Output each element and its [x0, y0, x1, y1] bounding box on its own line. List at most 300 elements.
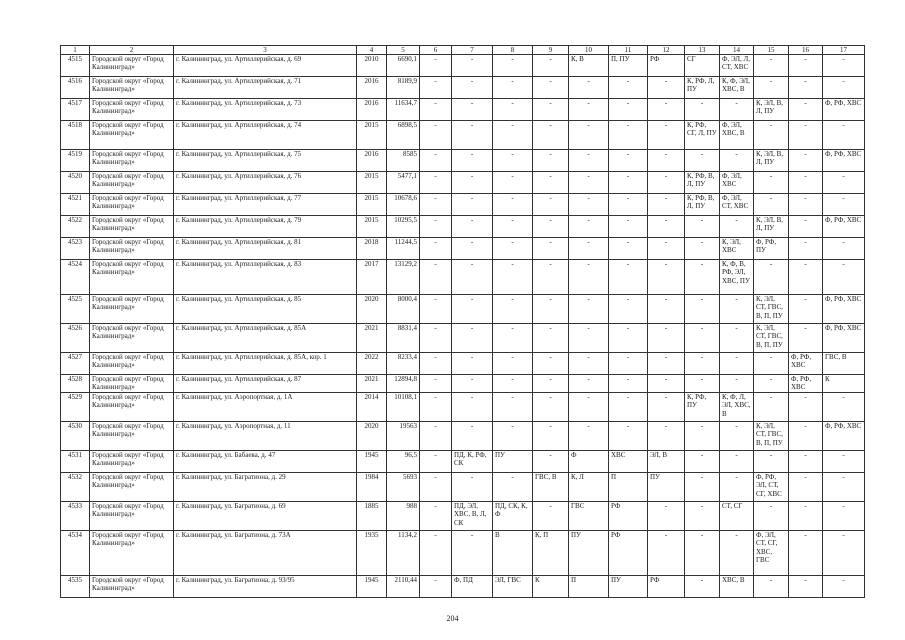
- col-16-cell: -: [789, 99, 823, 121]
- table-row: [61, 99, 865, 121]
- build-year-cell: 1945: [357, 450, 387, 472]
- col-10-cell: К, Л: [569, 472, 609, 501]
- col-14-cell: -: [720, 375, 754, 393]
- table-row: [61, 392, 865, 421]
- col-6-cell: -: [420, 260, 452, 295]
- col-17-cell: -: [823, 238, 865, 260]
- col-11-cell: РФ: [609, 530, 648, 575]
- address-cell: г. Калининград, ул. Артиллерийская, д. 85А: [174, 324, 357, 353]
- col-11-cell: ПУ: [609, 575, 648, 597]
- col-14-cell: Ф, ЭЛ, Л, СТ, ХВС: [720, 55, 754, 77]
- col-10-cell: -: [569, 324, 609, 353]
- col-12-cell: -: [648, 121, 685, 150]
- col-6-cell: -: [420, 121, 452, 150]
- col-14-cell: -: [720, 324, 754, 353]
- col-11-cell: -: [609, 99, 648, 121]
- col-13-cell: -: [685, 472, 720, 501]
- municipality-cell: Городской округ «Город Калининград»: [90, 353, 174, 375]
- col-15-cell: -: [754, 375, 789, 393]
- col-16-cell: -: [789, 472, 823, 501]
- column-number-header: 3: [174, 46, 357, 55]
- build-year-cell: 2016: [357, 150, 387, 172]
- table-row: [61, 172, 865, 194]
- col-16-cell: -: [789, 392, 823, 421]
- row-number-cell: 4528: [61, 375, 90, 393]
- col-6-cell: -: [420, 501, 452, 530]
- col-10-cell: ПУ: [569, 530, 609, 575]
- col-15-cell: -: [754, 353, 789, 375]
- col-16-cell: -: [789, 575, 823, 597]
- col-12-cell: -: [648, 260, 685, 295]
- col-6-cell: -: [420, 55, 452, 77]
- address-cell: г. Калининград, ул. Артиллерийская, д. 83: [174, 260, 357, 295]
- col-12-cell: -: [648, 501, 685, 530]
- address-cell: г. Калининград, ул. Артиллерийская, д. 77: [174, 194, 357, 216]
- col-13-cell: -: [685, 575, 720, 597]
- column-number-header: 2: [90, 46, 174, 55]
- col-13-cell: -: [685, 295, 720, 324]
- col-17-cell: Ф, РФ, ХВС: [823, 216, 865, 238]
- table-row: [61, 150, 865, 172]
- table-row: [61, 450, 865, 472]
- address-cell: г. Калининград, ул. Багратиона, д. 29: [174, 472, 357, 501]
- col-6-cell: -: [420, 172, 452, 194]
- table-row: [61, 55, 865, 77]
- build-year-cell: 2020: [357, 295, 387, 324]
- col-12-cell: -: [648, 530, 685, 575]
- address-cell: г. Калининград, ул. Багратиона, д. 73А: [174, 530, 357, 575]
- col-12-cell: -: [648, 421, 685, 450]
- build-year-cell: 2016: [357, 99, 387, 121]
- col-7-cell: ПД, К, РФ, СК: [452, 450, 493, 472]
- col-16-cell: Ф, РФ, ХВС: [789, 375, 823, 393]
- row-number-cell: 4531: [61, 450, 90, 472]
- col-7-cell: -: [452, 324, 493, 353]
- col-12-cell: -: [648, 99, 685, 121]
- col-17-cell: Ф, РФ, ХВС: [823, 421, 865, 450]
- col-14-cell: К, Ф, В, РФ, ЭЛ, ХВС, ПУ: [720, 260, 754, 295]
- col-6-cell: -: [420, 575, 452, 597]
- col-6-cell: -: [420, 216, 452, 238]
- col-7-cell: -: [452, 530, 493, 575]
- col-14-cell: -: [720, 295, 754, 324]
- col-11-cell: -: [609, 77, 648, 99]
- col-11-cell: -: [609, 353, 648, 375]
- col-17-cell: -: [823, 121, 865, 150]
- col-7-cell: -: [452, 238, 493, 260]
- col-7-cell: -: [452, 392, 493, 421]
- build-year-cell: 1945: [357, 575, 387, 597]
- municipality-cell: Городской округ «Город Калининград»: [90, 99, 174, 121]
- area-cell: 11244,5: [387, 238, 420, 260]
- col-13-cell: -: [685, 324, 720, 353]
- address-cell: г. Калининград, ул. Артиллерийская, д. 75: [174, 150, 357, 172]
- row-number-cell: 4519: [61, 150, 90, 172]
- col-8-cell: -: [493, 260, 533, 295]
- col-16-cell: -: [789, 295, 823, 324]
- col-15-cell: -: [754, 194, 789, 216]
- build-year-cell: 2018: [357, 238, 387, 260]
- col-8-cell: -: [493, 55, 533, 77]
- col-7-cell: -: [452, 216, 493, 238]
- row-number-cell: 4533: [61, 501, 90, 530]
- col-8-cell: -: [493, 375, 533, 393]
- municipality-cell: Городской округ «Город Калининград»: [90, 216, 174, 238]
- build-year-cell: 2020: [357, 421, 387, 450]
- col-17-cell: Ф, РФ, ХВС: [823, 150, 865, 172]
- col-7-cell: -: [452, 295, 493, 324]
- column-number-header: 4: [357, 46, 387, 55]
- municipality-cell: Городской округ «Город Калининград»: [90, 55, 174, 77]
- build-year-cell: 2021: [357, 324, 387, 353]
- col-15-cell: Ф, ЭЛ, СТ, СГ, ХВС, ГВС: [754, 530, 789, 575]
- col-12-cell: -: [648, 295, 685, 324]
- col-10-cell: -: [569, 194, 609, 216]
- col-11-cell: -: [609, 421, 648, 450]
- col-9-cell: -: [533, 238, 569, 260]
- col-9-cell: К: [533, 575, 569, 597]
- col-11-cell: ХВС: [609, 450, 648, 472]
- col-15-cell: -: [754, 121, 789, 150]
- address-cell: г. Калининград, ул. Артиллерийская, д. 71: [174, 77, 357, 99]
- col-16-cell: -: [789, 121, 823, 150]
- area-cell: 988: [387, 501, 420, 530]
- row-number-cell: 4516: [61, 77, 90, 99]
- col-16-cell: -: [789, 150, 823, 172]
- col-15-cell: К, ЭЛ, СТ, ГВС, В, П, ПУ: [754, 324, 789, 353]
- col-7-cell: -: [452, 55, 493, 77]
- municipality-cell: Городской округ «Город Калининград»: [90, 77, 174, 99]
- col-17-cell: -: [823, 450, 865, 472]
- col-12-cell: -: [648, 77, 685, 99]
- col-8-cell: -: [493, 472, 533, 501]
- column-number-header: 17: [823, 46, 865, 55]
- col-14-cell: Ф, ЭЛ, ХВС, В: [720, 121, 754, 150]
- col-14-cell: -: [720, 421, 754, 450]
- col-14-cell: -: [720, 353, 754, 375]
- row-number-cell: 4517: [61, 99, 90, 121]
- col-11-cell: -: [609, 172, 648, 194]
- municipality-cell: Городской округ «Город Калининград»: [90, 501, 174, 530]
- col-11-cell: -: [609, 194, 648, 216]
- col-17-cell: -: [823, 472, 865, 501]
- column-number-header: 14: [720, 46, 754, 55]
- col-15-cell: К, ЭЛ, В, Л, ПУ: [754, 216, 789, 238]
- area-cell: 10678,6: [387, 194, 420, 216]
- col-12-cell: -: [648, 150, 685, 172]
- col-17-cell: Ф, РФ, ХВС: [823, 99, 865, 121]
- col-15-cell: К, ЭЛ, СТ, ГВС, В, П, ПУ: [754, 421, 789, 450]
- address-cell: г. Калининград, ул. Артиллерийская, д. 74: [174, 121, 357, 150]
- row-number-cell: 4523: [61, 238, 90, 260]
- row-number-cell: 4532: [61, 472, 90, 501]
- build-year-cell: 1984: [357, 472, 387, 501]
- address-cell: г. Калининград, ул. Аэропортная, д. 11: [174, 421, 357, 450]
- col-9-cell: ГВС, В: [533, 472, 569, 501]
- area-cell: 19563: [387, 421, 420, 450]
- col-7-cell: -: [452, 77, 493, 99]
- col-13-cell: -: [685, 530, 720, 575]
- col-8-cell: -: [493, 238, 533, 260]
- col-16-cell: -: [789, 324, 823, 353]
- col-13-cell: -: [685, 501, 720, 530]
- area-cell: 12894,8: [387, 375, 420, 393]
- col-17-cell: -: [823, 260, 865, 295]
- col-14-cell: Ф, ЭЛ, ХВС: [720, 172, 754, 194]
- col-17-cell: ГВС, В: [823, 353, 865, 375]
- address-cell: г. Калининград, ул. Багратиона, д. 69: [174, 501, 357, 530]
- row-number-cell: 4518: [61, 121, 90, 150]
- column-number-header: 5: [387, 46, 420, 55]
- col-8-cell: -: [493, 216, 533, 238]
- municipality-cell: Городской округ «Город Калининград»: [90, 472, 174, 501]
- col-14-cell: К, ЭЛ, ХВС: [720, 238, 754, 260]
- area-cell: 1134,2: [387, 530, 420, 575]
- col-10-cell: -: [569, 295, 609, 324]
- column-number-header: 7: [452, 46, 493, 55]
- col-6-cell: -: [420, 324, 452, 353]
- build-year-cell: 2017: [357, 260, 387, 295]
- build-year-cell: 2015: [357, 172, 387, 194]
- col-17-cell: К: [823, 375, 865, 393]
- col-9-cell: -: [533, 121, 569, 150]
- build-year-cell: 1885: [357, 501, 387, 530]
- col-13-cell: -: [685, 238, 720, 260]
- col-15-cell: -: [754, 77, 789, 99]
- col-7-cell: -: [452, 375, 493, 393]
- col-6-cell: -: [420, 77, 452, 99]
- col-16-cell: -: [789, 530, 823, 575]
- municipality-cell: Городской округ «Город Калининград»: [90, 324, 174, 353]
- table-row: [61, 530, 865, 575]
- table-row: [61, 324, 865, 353]
- col-14-cell: -: [720, 99, 754, 121]
- area-cell: 11634,7: [387, 99, 420, 121]
- col-16-cell: -: [789, 77, 823, 99]
- col-9-cell: -: [533, 99, 569, 121]
- page-number: 204: [446, 614, 459, 623]
- area-cell: 8000,4: [387, 295, 420, 324]
- build-year-cell: 1935: [357, 530, 387, 575]
- col-6-cell: -: [420, 472, 452, 501]
- col-9-cell: -: [533, 150, 569, 172]
- col-8-cell: -: [493, 150, 533, 172]
- col-13-cell: -: [685, 150, 720, 172]
- column-number-row: [61, 46, 865, 55]
- col-17-cell: -: [823, 501, 865, 530]
- col-16-cell: -: [789, 450, 823, 472]
- address-cell: г. Калининград, ул. Артиллерийская, д. 85: [174, 295, 357, 324]
- col-15-cell: -: [754, 501, 789, 530]
- col-12-cell: -: [648, 172, 685, 194]
- col-8-cell: -: [493, 77, 533, 99]
- col-15-cell: -: [754, 575, 789, 597]
- address-cell: г. Калининград, ул. Артиллерийская, д. 81: [174, 238, 357, 260]
- col-11-cell: -: [609, 324, 648, 353]
- col-16-cell: -: [789, 238, 823, 260]
- build-year-cell: 2016: [357, 77, 387, 99]
- col-8-cell: -: [493, 99, 533, 121]
- col-11-cell: -: [609, 392, 648, 421]
- col-8-cell: ПД, СК, К, Ф: [493, 501, 533, 530]
- col-16-cell: -: [789, 172, 823, 194]
- column-number-header: 8: [493, 46, 533, 55]
- col-13-cell: К, РФ, В, Л, ПУ: [685, 194, 720, 216]
- col-11-cell: -: [609, 216, 648, 238]
- row-number-cell: 4527: [61, 353, 90, 375]
- row-number-cell: 4534: [61, 530, 90, 575]
- col-15-cell: К, ЭЛ, В, Л, ПУ: [754, 99, 789, 121]
- col-10-cell: -: [569, 353, 609, 375]
- col-8-cell: -: [493, 172, 533, 194]
- table-row: [61, 238, 865, 260]
- column-number-header: 10: [569, 46, 609, 55]
- col-17-cell: -: [823, 55, 865, 77]
- municipality-cell: Городской округ «Город Калининград»: [90, 392, 174, 421]
- municipality-cell: Городской округ «Город Калининград»: [90, 260, 174, 295]
- table-row: [61, 260, 865, 295]
- col-8-cell: В: [493, 530, 533, 575]
- area-cell: 96,5: [387, 450, 420, 472]
- municipality-cell: Городской округ «Город Калининград»: [90, 295, 174, 324]
- column-number-header: 6: [420, 46, 452, 55]
- col-17-cell: -: [823, 77, 865, 99]
- col-6-cell: -: [420, 238, 452, 260]
- row-number-cell: 4520: [61, 172, 90, 194]
- col-7-cell: -: [452, 353, 493, 375]
- table-row: [61, 421, 865, 450]
- col-12-cell: -: [648, 375, 685, 393]
- col-7-cell: -: [452, 260, 493, 295]
- build-year-cell: 2014: [357, 392, 387, 421]
- column-number-header: 16: [789, 46, 823, 55]
- address-cell: г. Калининград, ул. Артиллерийская, д. 87: [174, 375, 357, 393]
- col-8-cell: -: [493, 392, 533, 421]
- col-15-cell: -: [754, 260, 789, 295]
- municipality-cell: Городской округ «Город Калининград»: [90, 121, 174, 150]
- column-number-header: 12: [648, 46, 685, 55]
- col-10-cell: -: [569, 421, 609, 450]
- col-6-cell: -: [420, 194, 452, 216]
- col-14-cell: -: [720, 472, 754, 501]
- col-10-cell: -: [569, 260, 609, 295]
- col-16-cell: -: [789, 194, 823, 216]
- col-11-cell: РФ: [609, 501, 648, 530]
- col-10-cell: -: [569, 375, 609, 393]
- col-11-cell: -: [609, 375, 648, 393]
- col-13-cell: -: [685, 216, 720, 238]
- col-6-cell: -: [420, 450, 452, 472]
- col-12-cell: ПУ: [648, 472, 685, 501]
- table-row: [61, 295, 865, 324]
- col-14-cell: К, Ф, ЭЛ, ХВС, В: [720, 77, 754, 99]
- table-row: [61, 501, 865, 530]
- area-cell: 8233,4: [387, 353, 420, 375]
- col-6-cell: -: [420, 392, 452, 421]
- col-10-cell: -: [569, 77, 609, 99]
- col-16-cell: Ф, РФ, ХВС: [789, 353, 823, 375]
- col-12-cell: РФ: [648, 575, 685, 597]
- area-cell: 2110,44: [387, 575, 420, 597]
- col-6-cell: -: [420, 150, 452, 172]
- col-10-cell: Ф: [569, 450, 609, 472]
- col-15-cell: -: [754, 450, 789, 472]
- col-6-cell: -: [420, 421, 452, 450]
- col-9-cell: -: [533, 194, 569, 216]
- col-8-cell: ПУ: [493, 450, 533, 472]
- col-16-cell: -: [789, 55, 823, 77]
- build-year-cell: 2015: [357, 194, 387, 216]
- col-10-cell: ГВС: [569, 501, 609, 530]
- col-17-cell: Ф, РФ, ХВС: [823, 295, 865, 324]
- col-11-cell: П, ПУ: [609, 55, 648, 77]
- address-cell: г. Калининград, ул. Аэропортная, д. 1А: [174, 392, 357, 421]
- col-8-cell: -: [493, 421, 533, 450]
- col-13-cell: -: [685, 99, 720, 121]
- address-cell: г. Калининград, ул. Бабаева, д. 47: [174, 450, 357, 472]
- col-13-cell: -: [685, 260, 720, 295]
- col-8-cell: -: [493, 121, 533, 150]
- col-7-cell: Ф, ПД: [452, 575, 493, 597]
- col-14-cell: -: [720, 450, 754, 472]
- col-7-cell: -: [452, 421, 493, 450]
- col-14-cell: -: [720, 150, 754, 172]
- table-row: [61, 472, 865, 501]
- row-number-cell: 4530: [61, 421, 90, 450]
- address-cell: г. Калининград, ул. Артиллерийская, д. 73: [174, 99, 357, 121]
- col-13-cell: -: [685, 421, 720, 450]
- col-16-cell: -: [789, 260, 823, 295]
- col-9-cell: -: [533, 324, 569, 353]
- col-16-cell: -: [789, 216, 823, 238]
- col-13-cell: К, РФ, ПУ: [685, 392, 720, 421]
- col-10-cell: -: [569, 238, 609, 260]
- area-cell: 10295,5: [387, 216, 420, 238]
- col-8-cell: -: [493, 324, 533, 353]
- col-12-cell: -: [648, 216, 685, 238]
- row-number-cell: 4522: [61, 216, 90, 238]
- col-9-cell: -: [533, 450, 569, 472]
- col-9-cell: -: [533, 260, 569, 295]
- col-8-cell: -: [493, 295, 533, 324]
- col-12-cell: -: [648, 194, 685, 216]
- municipality-cell: Городской округ «Город Калининград»: [90, 530, 174, 575]
- col-7-cell: -: [452, 194, 493, 216]
- col-11-cell: -: [609, 238, 648, 260]
- col-11-cell: -: [609, 295, 648, 324]
- area-cell: 6690,1: [387, 55, 420, 77]
- col-9-cell: -: [533, 216, 569, 238]
- col-10-cell: -: [569, 216, 609, 238]
- area-cell: 8831,4: [387, 324, 420, 353]
- row-number-cell: 4524: [61, 260, 90, 295]
- col-8-cell: ЭЛ, ГВС: [493, 575, 533, 597]
- col-13-cell: К, РФ, Л, ПУ: [685, 77, 720, 99]
- col-17-cell: -: [823, 575, 865, 597]
- col-14-cell: К, Ф, Л, ЭЛ, ХВС, В: [720, 392, 754, 421]
- col-17-cell: Ф, РФ, ХВС: [823, 324, 865, 353]
- col-11-cell: -: [609, 150, 648, 172]
- table-row: [61, 353, 865, 375]
- table-row: [61, 216, 865, 238]
- col-10-cell: -: [569, 392, 609, 421]
- col-9-cell: -: [533, 421, 569, 450]
- table-row: [61, 575, 865, 597]
- col-9-cell: -: [533, 353, 569, 375]
- col-12-cell: -: [648, 392, 685, 421]
- col-11-cell: -: [609, 260, 648, 295]
- col-15-cell: -: [754, 392, 789, 421]
